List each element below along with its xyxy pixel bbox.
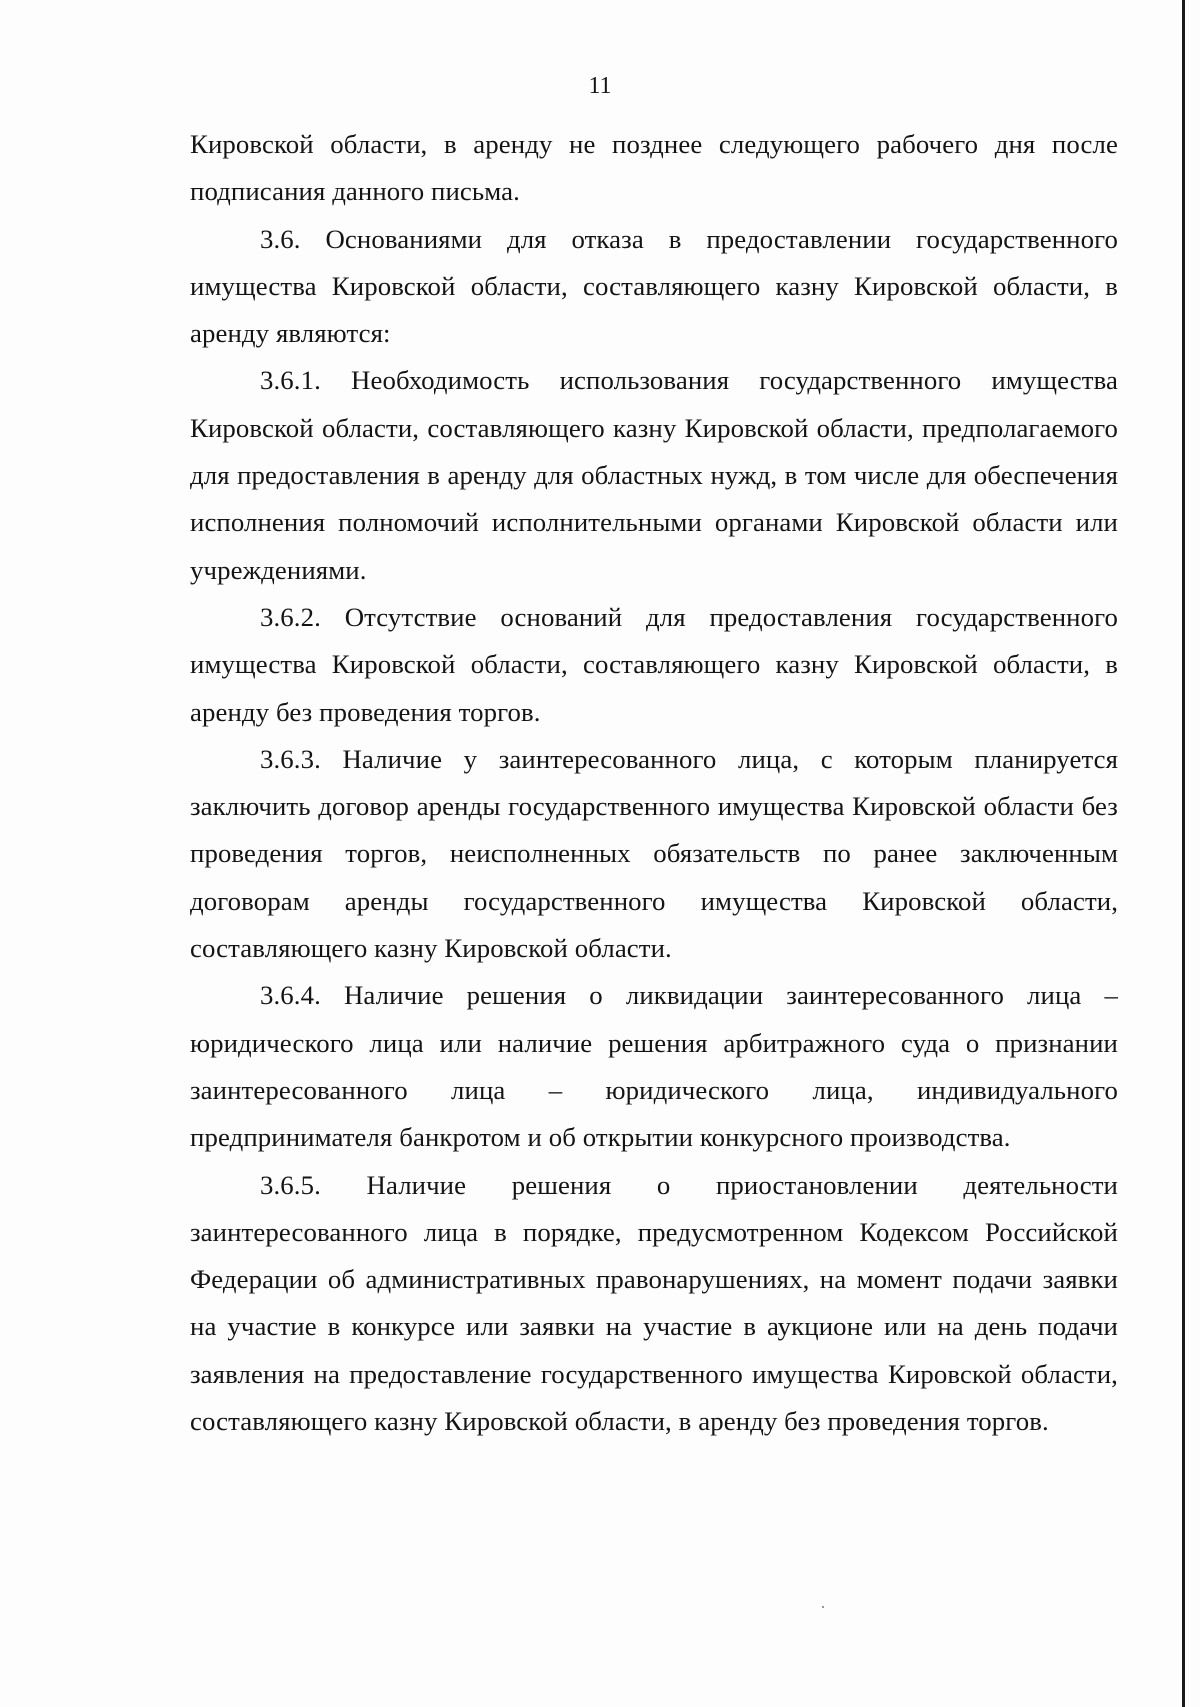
paragraph-3-6-2: 3.6.2. Отсутствие оснований для предоставления государственного имущества Кировской области, составляющего казну Кировской области, в аренду без проведения торгов. bbox=[190, 601, 1118, 727]
paragraph-3-6-1: 3.6.1. Необходимость использования государственного имущества Кировской области, составляющего казну Кировской области, предполагаемого для предоставления в аренду для областных нужд, в том числе для обеспечения исполнения полномочий исполнительными органами Кировской области или учреждениями. bbox=[190, 365, 1118, 585]
scan-speck bbox=[822, 1606, 824, 1608]
paragraph-3-6: 3.6. Основаниями для отказа в предоставлении государственного имущества Кировской области, составляющего казну Кировской области, в аренду являются: bbox=[190, 223, 1118, 349]
paragraph-3-6-3: 3.6.3. Наличие у заинтересованного лица, с которым планируется заключить договор аренды государственного имущества Кировской области без проведения торгов, неисполненных обязательств по ранее заключенным договорам аренды государственного имущества Кировской области, составляющего казну Кировской области. bbox=[190, 743, 1118, 964]
page-edge-line bbox=[1182, 0, 1185, 1707]
document-body bbox=[190, 121, 1118, 1445]
paragraph-3-6-4: 3.6.4. Наличие решения о ликвидации заинтересованного лица – юридического лица или наличие решения арбитражного суда о признании заинтересованного лица – юридического лица, индивидуального предпринимателя банкротом и об открытии конкурсного производства. bbox=[190, 980, 1118, 1153]
paragraph-3-6-5: 3.6.5. Наличие решения о приостановлении деятельности заинтересованного лица в порядке, предусмотренном Кодексом Российской Федерации об административных правонарушениях, на момент подачи заявки на участие в конкурсе или заявки на участие в аукционе или на день подачи заявления на предоставление государственного имущества Кировской области, составляющего казну Кировской области, в аренду без проведения торгов. bbox=[190, 1169, 1118, 1437]
page-number: 11 bbox=[588, 73, 612, 99]
paragraph-continuation: Кировской области, в аренду не позднее следующего рабочего дня после подписания данного письма. bbox=[190, 129, 1118, 207]
